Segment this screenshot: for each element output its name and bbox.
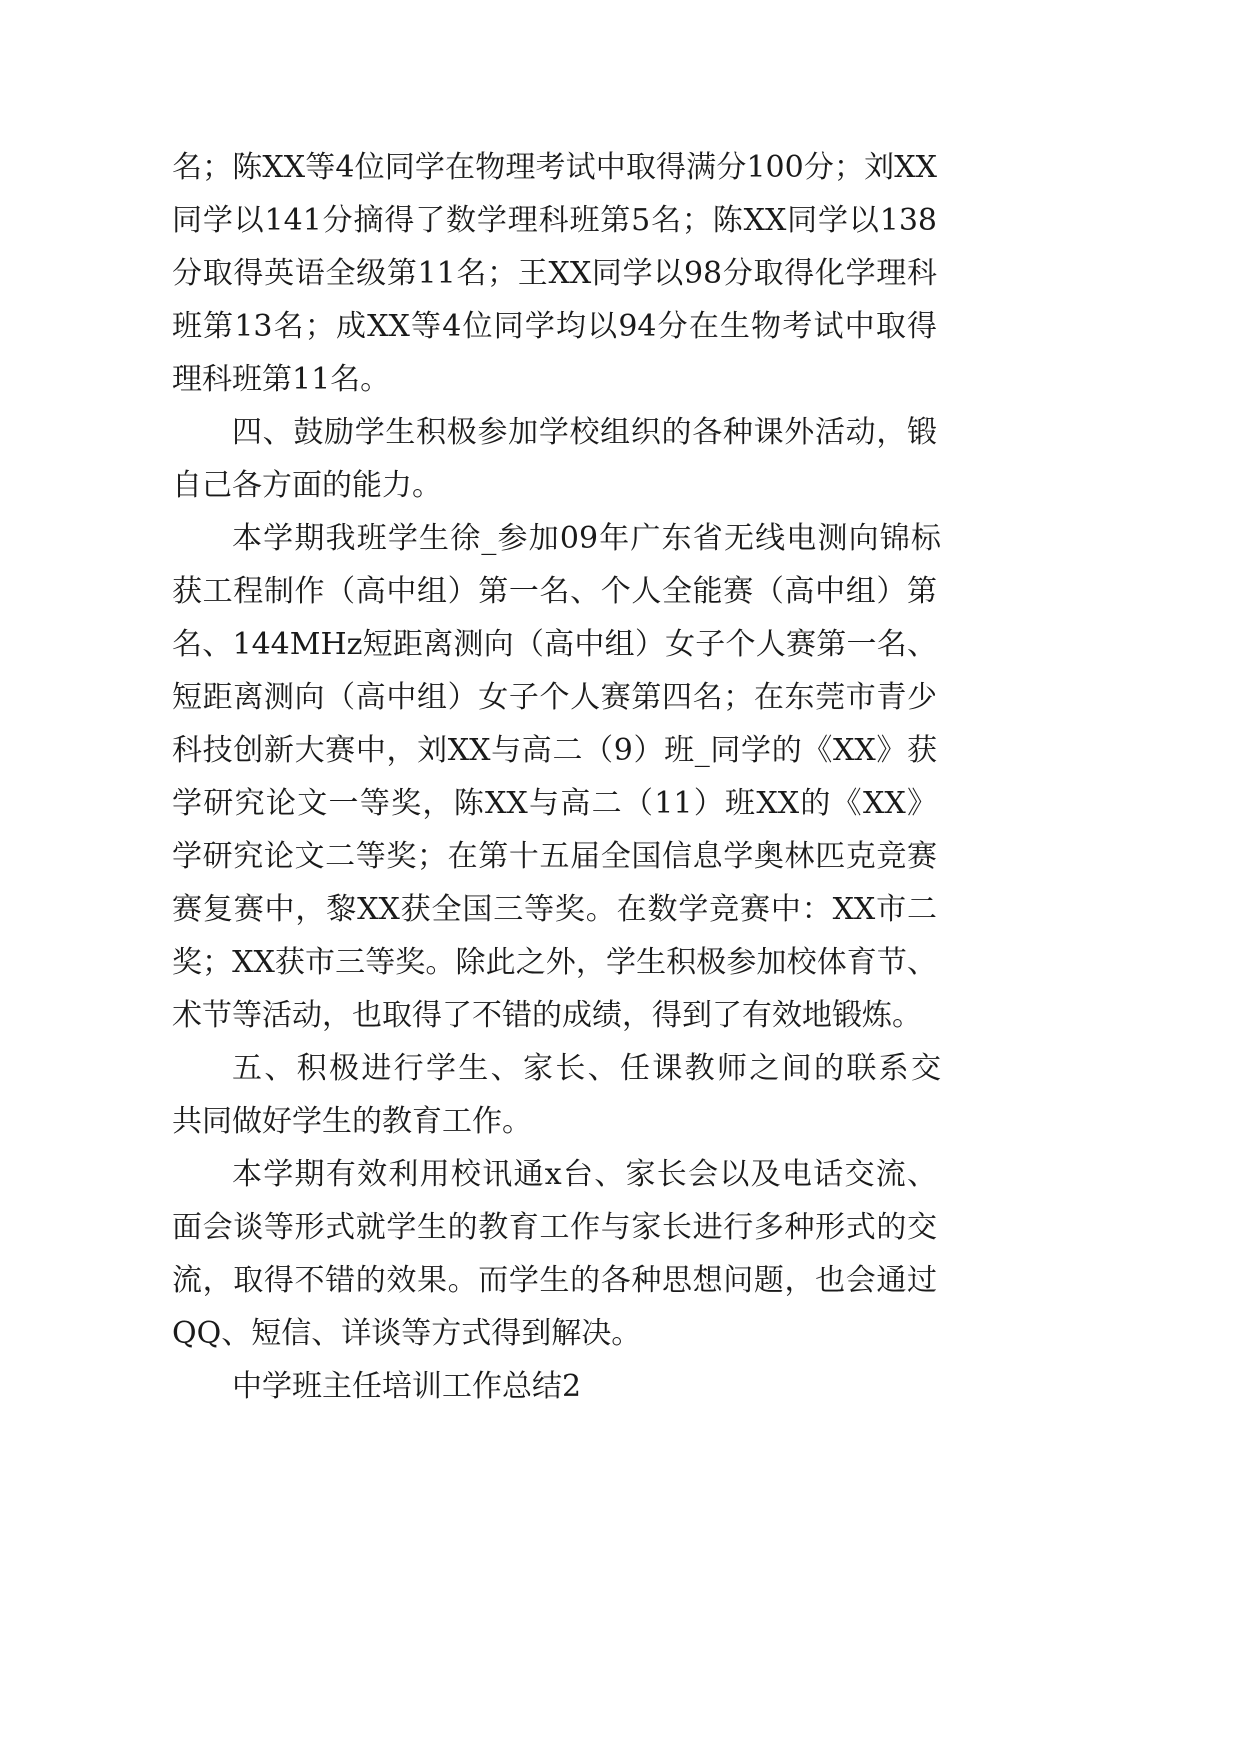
text-line — [0, 139, 1241, 197]
text-line — [0, 987, 1241, 1045]
text-line — [0, 298, 1241, 356]
section-heading-line — [0, 404, 1241, 462]
line-text: 自己各方面的能力。 — [172, 468, 442, 503]
line-text: 分取得英语全级第11名；王XX同学以98分取得化学理科 — [172, 256, 937, 291]
text-line — [0, 881, 1241, 939]
line-text: 流，取得不错的效果。而学生的各种思想问题，也会通过 — [172, 1263, 937, 1298]
line-text: 五、积极进行学生、家长、任课教师之间的联系交 — [232, 1051, 941, 1086]
text-line — [0, 828, 1241, 886]
text-line — [0, 775, 1241, 833]
line-text: 班第13名；成XX等4位同学均以94分在生物考试中取得 — [172, 309, 937, 344]
line-text: 赛复赛中，黎XX获全国三等奖。在数学竞赛中：XX市二 — [172, 892, 937, 927]
section-heading-line — [0, 1093, 1241, 1151]
text-line — [0, 563, 1241, 621]
line-text: 名、144MHz短距离测向（高中组）女子个人赛第一名、 — [172, 627, 937, 662]
line-text: 科技创新大赛中，刘XX与高二（9）班_同学的《XX》获 — [172, 733, 937, 768]
line-text: 术节等活动，也取得了不错的成绩，得到了有效地锻炼。 — [172, 998, 922, 1033]
line-text: 共同做好学生的教育工作。 — [172, 1104, 532, 1139]
text-line — [0, 1199, 1241, 1257]
line-text: QQ、短信、详谈等方式得到解决。 — [172, 1316, 642, 1351]
text-line — [0, 510, 1241, 568]
text-line — [0, 1305, 1241, 1363]
section-heading-line — [0, 457, 1241, 515]
text-line — [0, 669, 1241, 727]
line-text: 本学期有效利用校讯通x台、家长会以及电话交流、 — [232, 1157, 937, 1192]
text-line — [0, 1146, 1241, 1204]
line-text: 奖；XX获市三等奖。除此之外，学生积极参加校体育节、 — [172, 945, 937, 980]
text-line — [0, 351, 1241, 409]
line-text: 同学以141分摘得了数学理科班第5名；陈XX同学以138 — [172, 203, 937, 238]
line-text: 本学期我班学生徐_参加09年广东省无线电测向锦标 — [232, 521, 941, 556]
text-line — [0, 192, 1241, 250]
text-line — [0, 1252, 1241, 1310]
text-line — [0, 934, 1241, 992]
line-text: 学研究论文一等奖，陈XX与高二（11）班XX的《XX》 — [172, 786, 937, 821]
text-line — [0, 245, 1241, 303]
line-text: 理科班第11名。 — [172, 362, 391, 397]
line-text: 中学班主任培训工作总结2 — [232, 1369, 582, 1404]
section-title-line — [0, 1358, 1241, 1416]
line-text: 短距离测向（高中组）女子个人赛第四名；在东莞市青少 — [172, 680, 937, 715]
text-line — [0, 722, 1241, 780]
text-line — [0, 616, 1241, 674]
section-heading-line — [0, 1040, 1241, 1098]
line-text: 面会谈等形式就学生的教育工作与家长进行多种形式的交 — [172, 1210, 937, 1245]
line-text: 获工程制作（高中组）第一名、个人全能赛（高中组）第 — [172, 574, 937, 609]
line-text: 四、鼓励学生积极参加学校组织的各种课外活动，锻 — [232, 415, 937, 450]
line-text: 学研究论文二等奖；在第十五届全国信息学奥林匹克竞赛 — [172, 839, 937, 874]
line-text: 名；陈XX等4位同学在物理考试中取得满分100分；刘XX — [172, 150, 937, 185]
